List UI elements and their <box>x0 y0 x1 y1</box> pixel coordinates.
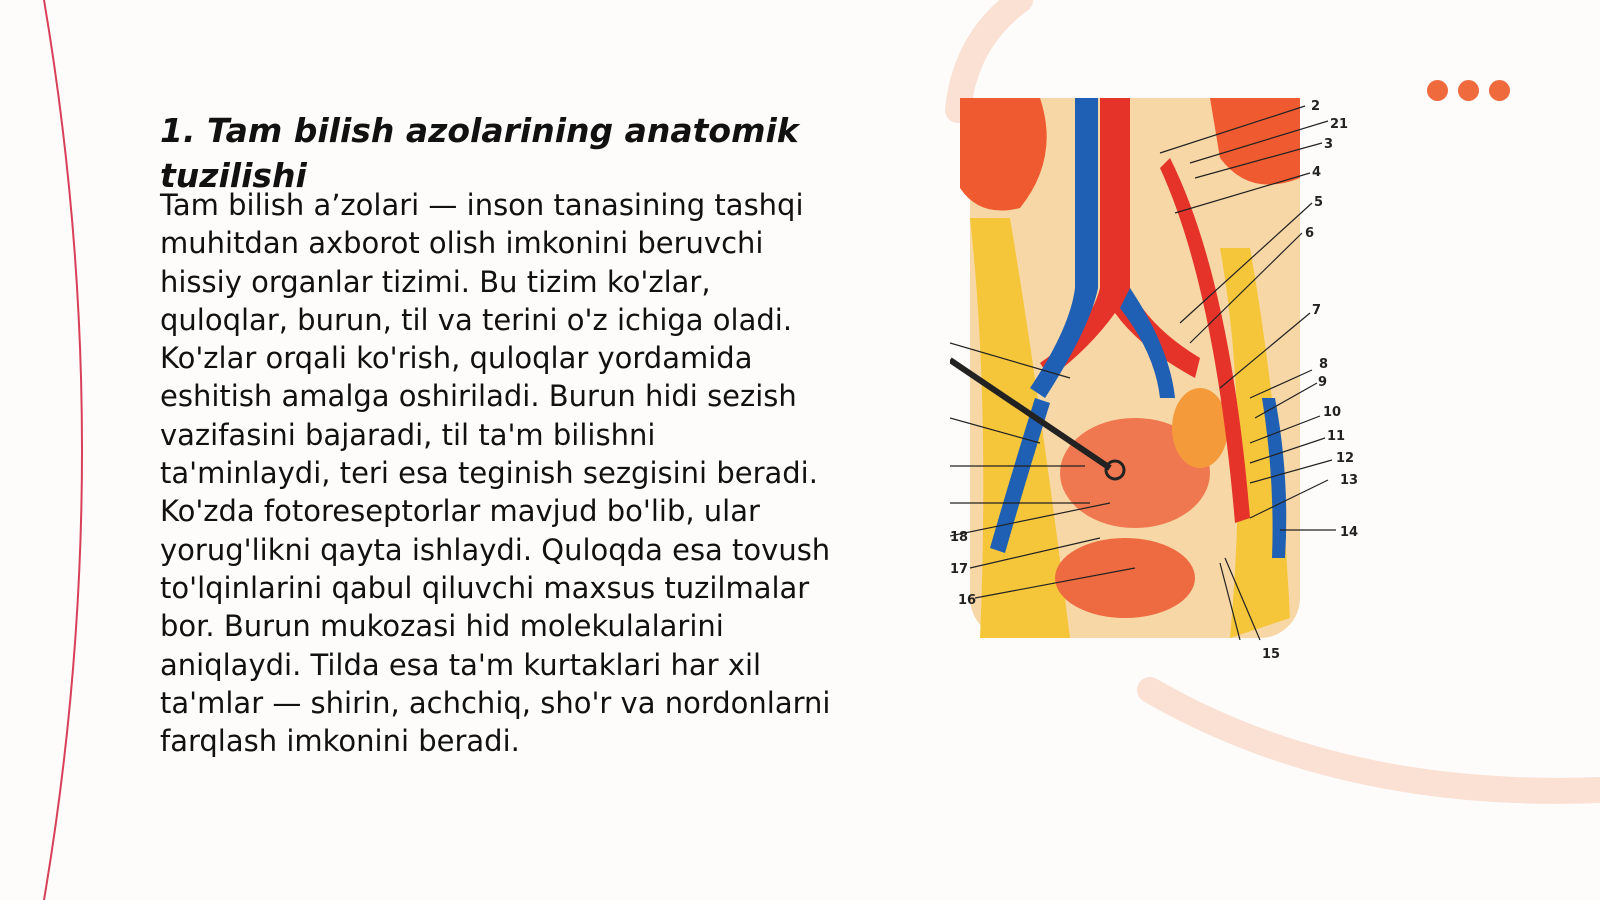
label-21: 21 <box>1330 117 1349 132</box>
label-10: 10 <box>1323 405 1342 420</box>
label-17: 17 <box>950 562 969 577</box>
label-14: 14 <box>1340 525 1359 540</box>
slide-title: 1. Tam bilish azolarining anatomik tuzilishi <box>160 111 799 195</box>
label-9: 9 <box>1318 375 1328 390</box>
dot <box>1427 80 1448 101</box>
slide-body-text: Tam bilish a’zolari — inson tanasining tashqi muhitdan axborot olish imkonini beruvchi hissiy organlar tizimi. Bu tizim ko'zlar, quloqlar, burun, til va terini o'z ichiga oladi. Ko'zlar orqali ko'rish, quloqlar yordamida eshitish amalga oshiriladi. Burun hidi sezish vazifasini bajaradi, til ta'm bilishni ta'minlaydi, teri esa teginish sezgisini beradi. Ko'zda fotoreseptorlar mavjud bo'lib, ular yorug'likni qayta ishlaydi. Quloqda esa tovush to'lqinlarini qabul qiluvchi maxsus tuzilmalar bor. Burun mukozasi hid molekulalarini aniqlaydi. Tilda esa ta'm kurtaklari har xil ta'mlar — shirin, achchiq, sho'r va nordonlarni farqlash imkonini beradi. <box>160 188 831 759</box>
label-6: 6 <box>1305 226 1315 241</box>
label-2: 2 <box>1311 99 1321 114</box>
label-13: 13 <box>1340 473 1359 488</box>
label-16: 16 <box>958 593 977 608</box>
left-curve-line <box>44 0 82 900</box>
label-12: 12 <box>1336 451 1355 466</box>
label-18: 18 <box>950 530 969 545</box>
label-8: 8 <box>1319 357 1329 372</box>
dot <box>1489 80 1510 101</box>
label-11: 11 <box>1327 429 1346 444</box>
dot <box>1458 80 1479 101</box>
label-3: 3 <box>1324 137 1334 152</box>
decorative-arc-bottom <box>1150 690 1600 791</box>
decorative-arc-top <box>958 0 1020 110</box>
more-options-dots-icon <box>1427 80 1510 101</box>
label-7: 7 <box>1312 303 1322 318</box>
label-5: 5 <box>1314 195 1324 210</box>
label-4: 4 <box>1312 165 1322 180</box>
anatomical-illustration <box>950 98 1400 678</box>
organ-right-yellow <box>1172 388 1228 468</box>
organ-bottom <box>1055 538 1195 618</box>
label-15: 15 <box>1262 647 1281 662</box>
